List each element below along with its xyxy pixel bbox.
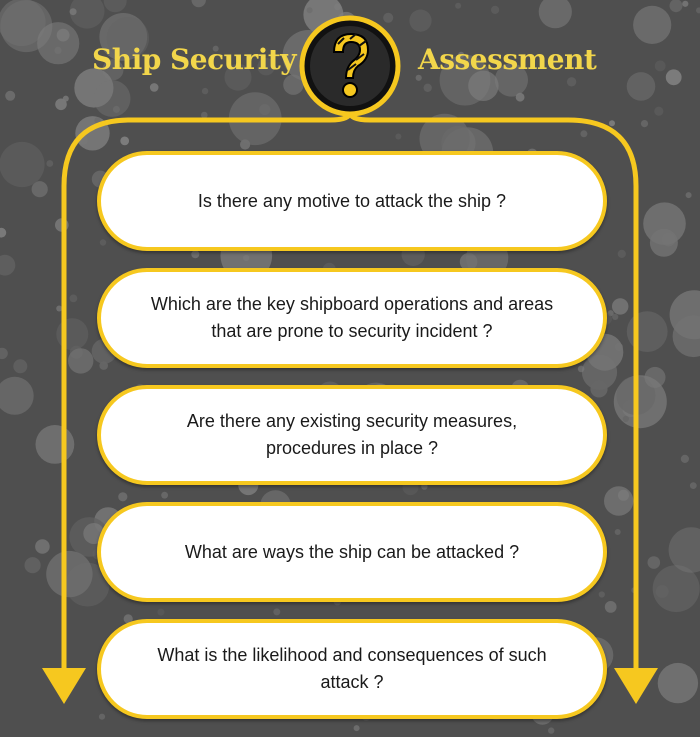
step-1-pill: Is there any motive to attack the ship ? bbox=[97, 151, 607, 251]
title-assessment: Assessment bbox=[418, 43, 597, 76]
step-2-pill: Which are the key shipboard operations and areas that are prone to security incident ? bbox=[97, 268, 607, 368]
step-4-pill: What are ways the ship can be attacked ? bbox=[97, 502, 607, 602]
left-arrow-head bbox=[42, 668, 86, 704]
question-mark-icon bbox=[298, 14, 402, 118]
title-ship-security: Ship Security bbox=[92, 43, 297, 76]
right-arrow-head bbox=[614, 668, 658, 704]
step-3-pill: Are there any existing security measures, procedures in place ? bbox=[97, 385, 607, 485]
step-5-pill: What is the likelihood and consequences of such attack ? bbox=[97, 619, 607, 719]
